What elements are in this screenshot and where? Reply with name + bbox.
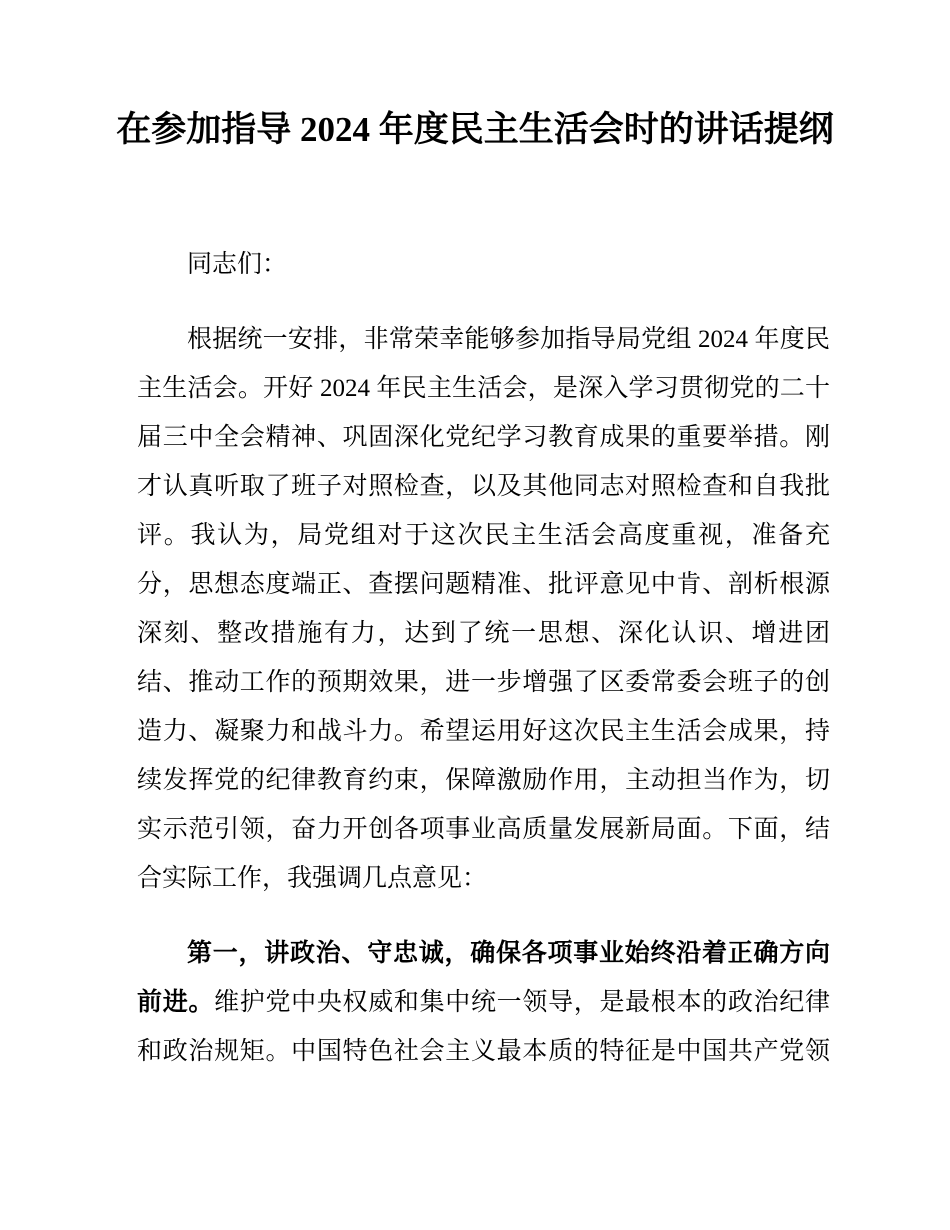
salutation: 同志们： xyxy=(187,251,288,278)
point-one-paragraph xyxy=(137,929,830,1076)
document-body xyxy=(0,240,950,1076)
point-one-text: 维护党中央权威和集中统一领导，是最根本的政治纪律和政治规矩。中国特色社会主义最本质的特征是中国共产党领 xyxy=(137,989,830,1065)
point-one-heading: 第一，讲政治、守忠诚，确保各项事业始终沿着正确方向前进。 xyxy=(137,940,830,1016)
opening-paragraph: 根据统一安排，非常荣幸能够参加指导局党组 2024 年度民主生活会。开好 2024 年民主生活会，是深入学习贯彻党的二十届三中全会精神、巩固深化党纪学习教育成果的重要举措。刚才认真听取了班子对照检查，以及其他同志对照检查和自我批评。我认为，局党组对于这次民主生活会高度重视，准备充分，思想态度端正、查摆问题精准、批评意见中肯、剖析根源深刻、整改措施有力，达到了统一思想、深化认识、增进团结、推动工作的预期效果，进一步增强了区委常委会班子的创造力、凝聚力和战斗力。希望运用好这次民主生活会成果，持续发挥党的纪律教育约束，保障激励作用，主动担当作为，切实示范引领，奋力开创各项事业高质量发展新局面。下面，结合实际工作，我强调几点意见： xyxy=(137,326,830,892)
document-title: 在参加指导 2024 年度民主生活会时的讲话提纲 xyxy=(116,110,834,149)
